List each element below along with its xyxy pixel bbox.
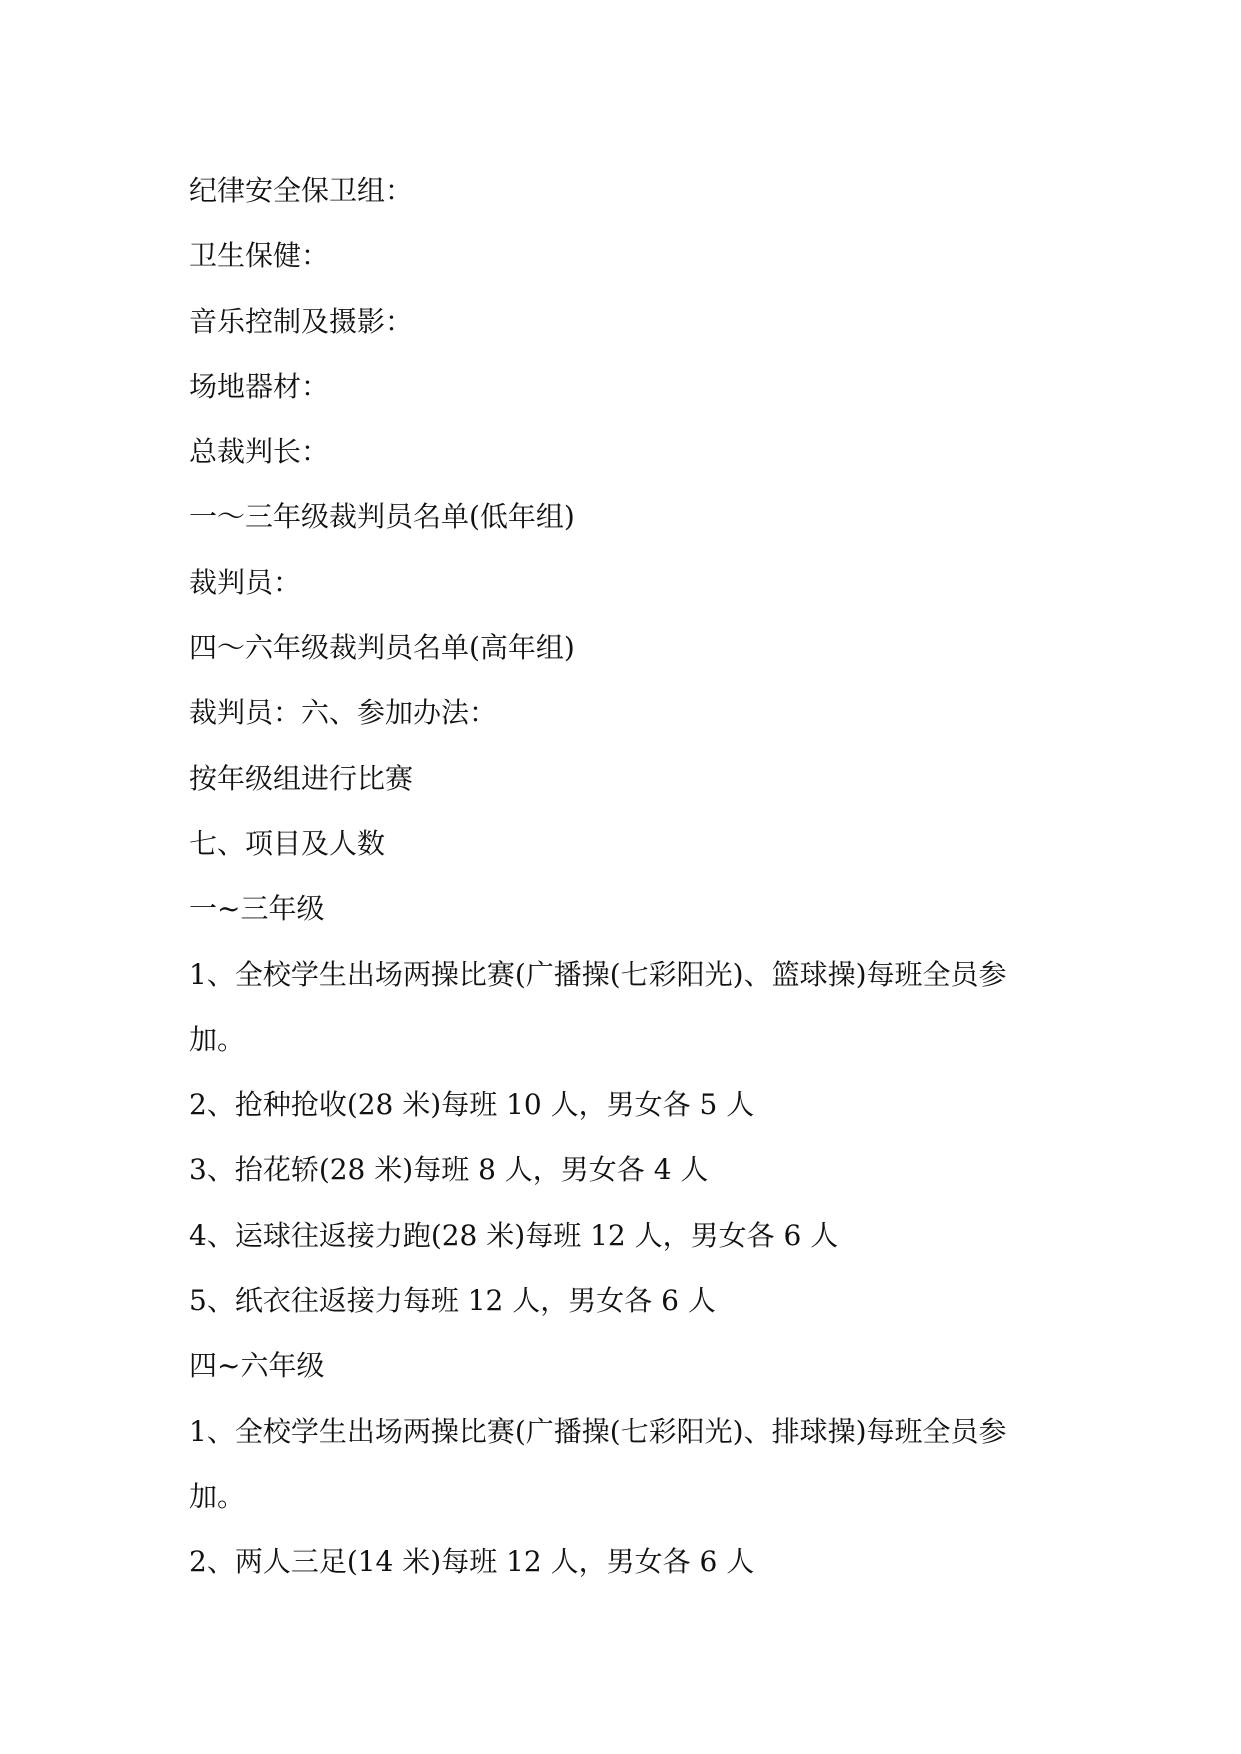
text-line-lower-grade-referees-heading: 一～三年级裁判员名单(低年组) [189,500,575,534]
list-item: 2、抢种抢收(28 米)每班 10 人，男女各 5 人 [189,1088,755,1122]
list-item: 1、全校学生出场两操比赛(广播操(七彩阳光)、排球操)每班全员参 [189,1414,1007,1448]
text-line-security-group: 纪律安全保卫组： [189,174,414,207]
subheading-grades-1-3: 一~三年级 [189,892,325,926]
list-item: 3、抬花轿(28 米)每班 8 人，男女各 4 人 [189,1153,709,1187]
text-line-lower-grade-referees: 裁判员： [189,565,302,599]
list-item-continuation: 加。 [189,1022,246,1056]
list-item: 5、纸衣往返接力每班 12 人，男女各 6 人 [189,1284,716,1318]
subheading-grades-4-6: 四~六年级 [189,1349,325,1383]
text-line-chief-referee: 总裁判长： [189,435,330,469]
list-item-continuation: 加。 [189,1479,246,1513]
text-line-by-grade-group: 按年级组进行比赛 [189,761,414,795]
section-heading-events: 七、项目及人数 [189,826,386,860]
text-line-music-photography: 音乐控制及摄影： [189,304,414,338]
document-body [189,158,1069,1595]
text-line-health-care: 卫生保健： [189,239,330,273]
list-item: 1、全校学生出场两操比赛(广播操(七彩阳光)、篮球操)每班全员参 [189,957,1007,991]
list-item: 2、两人三足(14 米)每班 12 人，男女各 6 人 [189,1545,755,1579]
list-item: 4、运球往返接力跑(28 米)每班 12 人，男女各 6 人 [189,1218,839,1252]
text-line-venue-equipment: 场地器材： [189,369,330,403]
text-line-upper-grade-referees-heading: 四～六年级裁判员名单(高年组) [189,631,575,665]
text-line-participation-method: 裁判员：六、参加办法： [189,696,498,730]
